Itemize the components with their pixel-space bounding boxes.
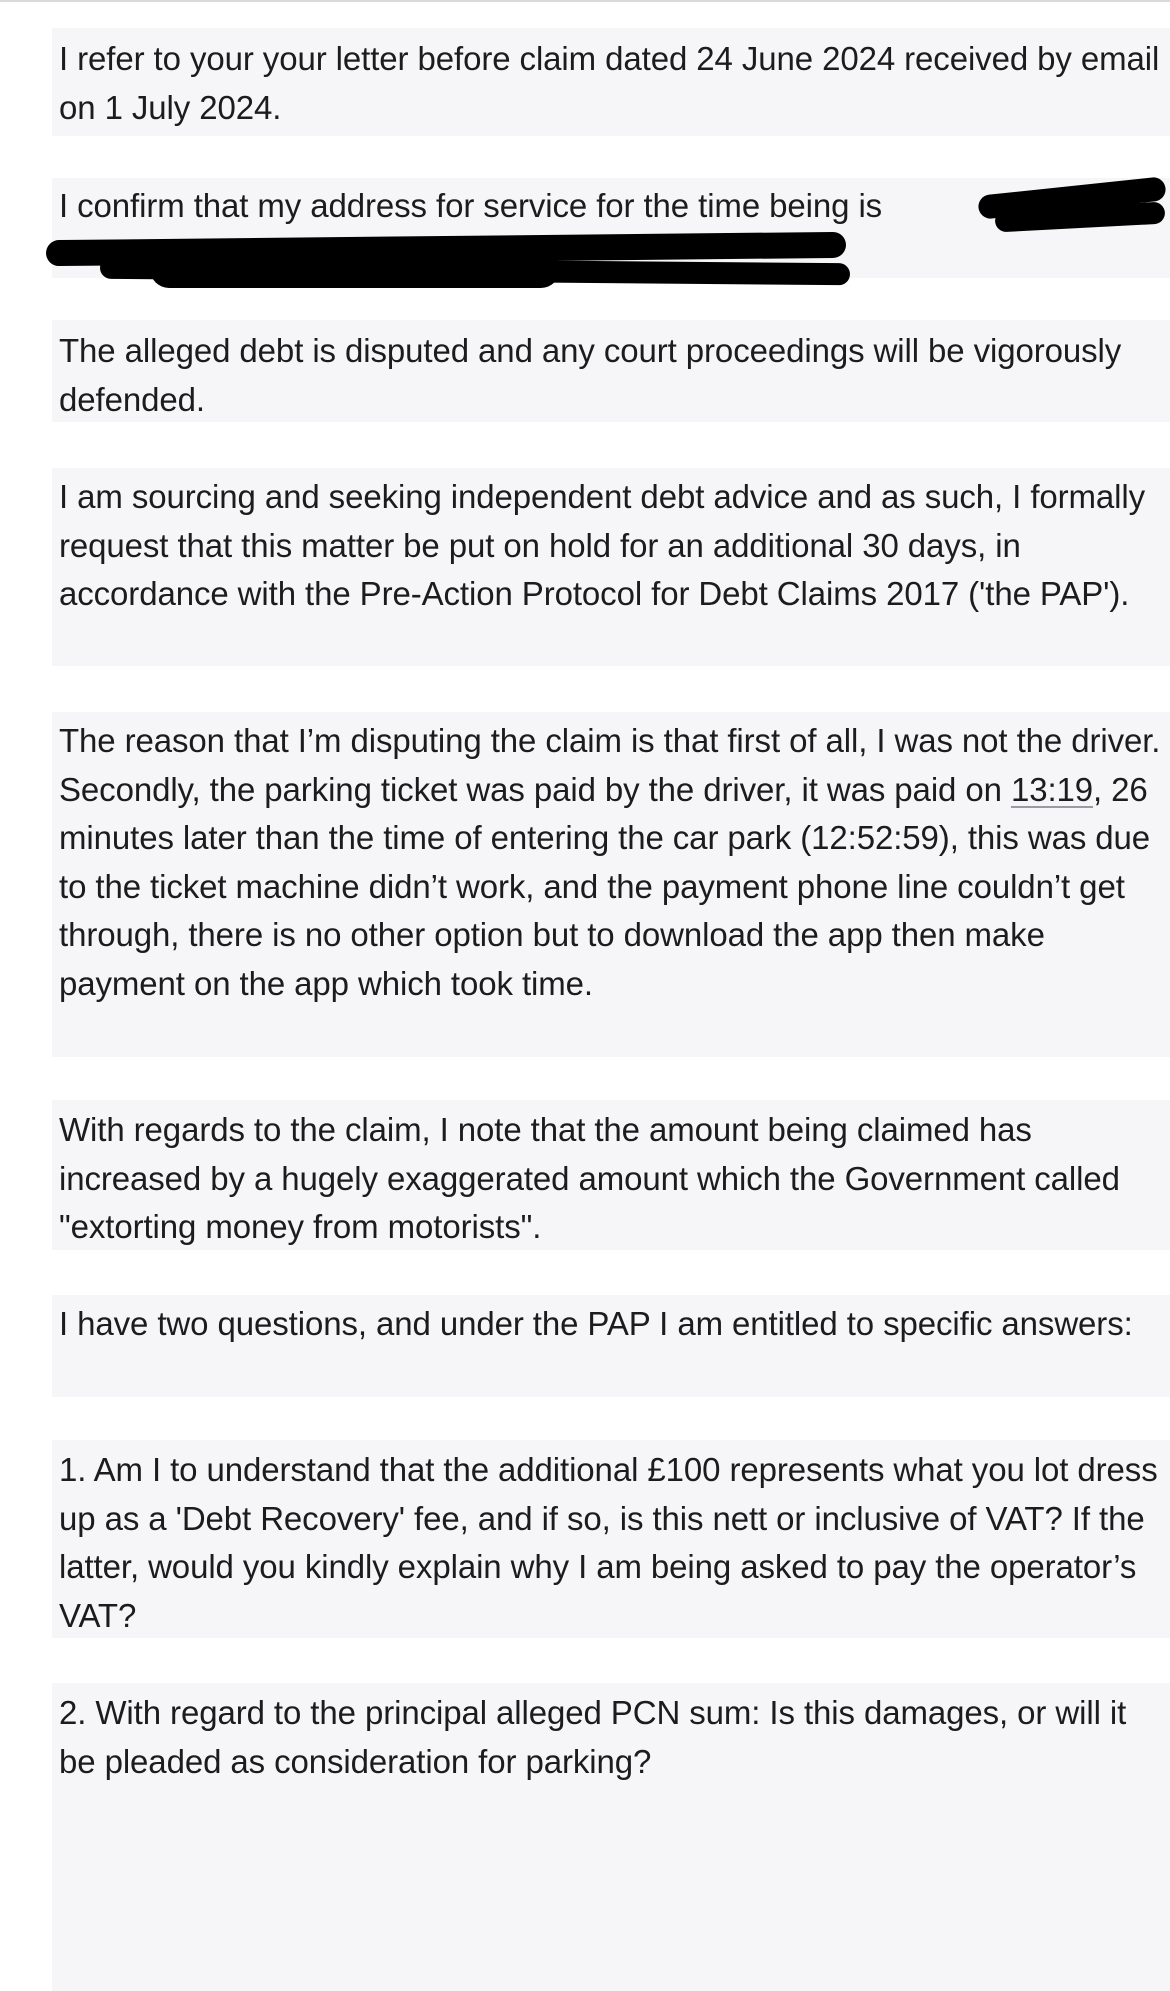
question-two: 2. With regard to the principal alleged PCN sum: Is this damages, or will it be pleaded as consideration for parking? (59, 1694, 1127, 1780)
redaction-mark (150, 250, 560, 288)
paragraph-hold-request: I am sourcing and seeking independent debt advice and as such, I formally request that this matter be put on hold for an additional 30 days, in accordance with the Pre-Action Protocol for Debt Claims 2017 ('the PAP'). (59, 478, 1146, 612)
payment-time-link[interactable]: 13:19 (1010, 770, 1094, 808)
question-one: 1. Am I to understand that the additional £100 represents what you lot dress up as a 'Debt Recovery' fee, and if so, is this nett or inclusive of VAT? If the latter, would you kindly explain why I am being asked to pay the operator’s VAT? (59, 1451, 1158, 1634)
reason-text-before: The reason that I’m disputing the claim is that first of all, I was not the driver. Secondly, the parking ticket was paid by the driver, it was paid on (59, 722, 1161, 808)
paragraph-questions-intro: I have two questions, and under the PAP I am entitled to specific answers: (59, 1305, 1133, 1342)
paragraph-dispute: The alleged debt is disputed and any court proceedings will be vigorously defended. (59, 332, 1122, 418)
paragraph-claim-amount: With regards to the claim, I note that the amount being claimed has increased by a hugely exaggerated amount which the Government called "extorting money from motorists". (59, 1111, 1120, 1245)
paragraph-address: I confirm that my address for service for the time being is (59, 187, 883, 224)
paragraph-reference: I refer to your your letter before claim dated 24 June 2024 received by email on 1 July 2024. (59, 40, 1160, 126)
reason-text-after: , 26 minutes later than the time of entering the car park (12:52:59), this was due to the ticket machine didn’t work, and the payment phone line couldn’t get through, there is no other option but to download the app then make payment on the app which took time. (59, 770, 1151, 1002)
paragraph-reason (59, 717, 1167, 1008)
